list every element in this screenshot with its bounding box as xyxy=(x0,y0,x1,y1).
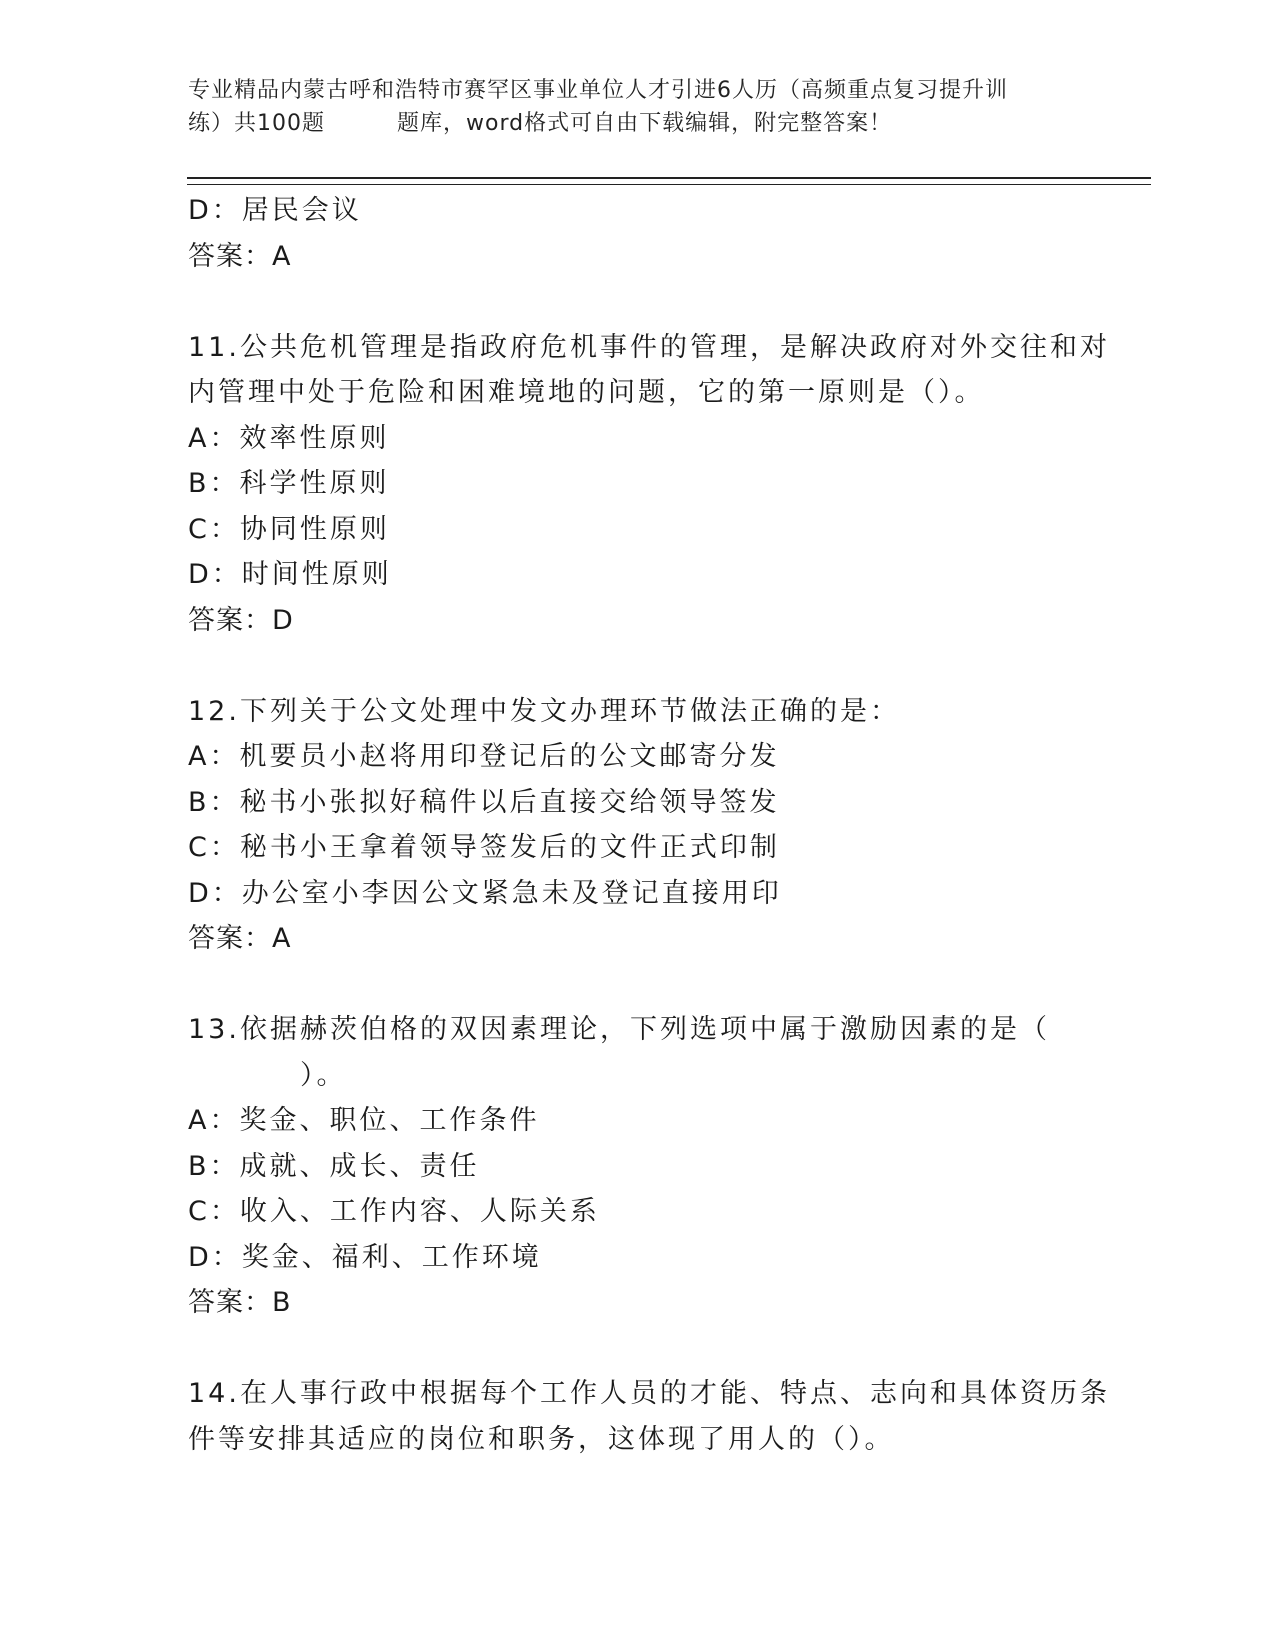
question-14 xyxy=(188,1371,1110,1462)
option-b: B：成就、成长、责任 xyxy=(188,1150,480,1182)
option-d: D：办公室小李因公文紧急未及登记直接用印 xyxy=(188,877,782,909)
answer: 答案：D xyxy=(188,604,294,636)
answer: 答案：B xyxy=(188,1287,292,1318)
question-stem: 件等安排其适应的岗位和职务，这体现了用人的（）。 xyxy=(188,1423,895,1455)
option-c: C：协同性原则 xyxy=(188,513,390,545)
option-c: C：秘书小王拿着领导签发后的文件正式印制 xyxy=(188,832,780,863)
page-header xyxy=(188,74,1088,140)
answer: 答案：A xyxy=(188,923,292,954)
option-b: B：秘书小张拟好稿件以后直接交给领导签发 xyxy=(188,786,780,818)
header-line-2 xyxy=(188,107,1088,140)
header-line-1: 专业精品内蒙古呼和浩特市赛罕区事业单位人才引进6人历（高频重点复习提升训 xyxy=(188,78,1008,103)
document-body xyxy=(188,188,1110,1462)
question-12 xyxy=(188,689,1088,962)
option-c: C：收入、工作内容、人际关系 xyxy=(188,1196,600,1227)
question-11 xyxy=(188,325,1110,644)
header-line-2-part-1: 练）共100题 xyxy=(188,111,325,136)
option-d: D：奖金、福利、工作环境 xyxy=(188,1241,542,1273)
option-a: A：效率性原则 xyxy=(188,422,390,454)
option-a: A：奖金、职位、工作条件 xyxy=(188,1105,540,1136)
option-d: D：时间性原则 xyxy=(188,559,392,590)
carryover-answer: 答案：A xyxy=(188,240,292,272)
header-divider xyxy=(187,177,1151,185)
header-line-2-part-2: 题库，word格式可自由下载编辑，附完整答案！ xyxy=(397,111,893,136)
option-b: B：科学性原则 xyxy=(188,468,390,499)
carryover-option-d: D：居民会议 xyxy=(188,195,362,226)
question-stem: 13.依据赫茨伯格的双因素理论，下列选项中属于激励因素的是（ xyxy=(188,1014,1050,1045)
question-stem: 内管理中处于危险和困难境地的问题，它的第一原则是（）。 xyxy=(188,377,985,408)
question-13 xyxy=(188,1007,1088,1326)
question-stem: 12.下列关于公文处理中发文办理环节做法正确的是： xyxy=(188,695,900,727)
question-stem: 11.公共危机管理是指政府危机事件的管理，是解决政府对外交往和对 xyxy=(188,331,1110,363)
option-a: A：机要员小赵将用印登记后的公文邮寄分发 xyxy=(188,741,780,772)
question-stem: 14.在人事行政中根据每个工作人员的才能、特点、志向和具体资历条 xyxy=(188,1378,1110,1409)
question-stem: ）。 xyxy=(300,1059,347,1091)
